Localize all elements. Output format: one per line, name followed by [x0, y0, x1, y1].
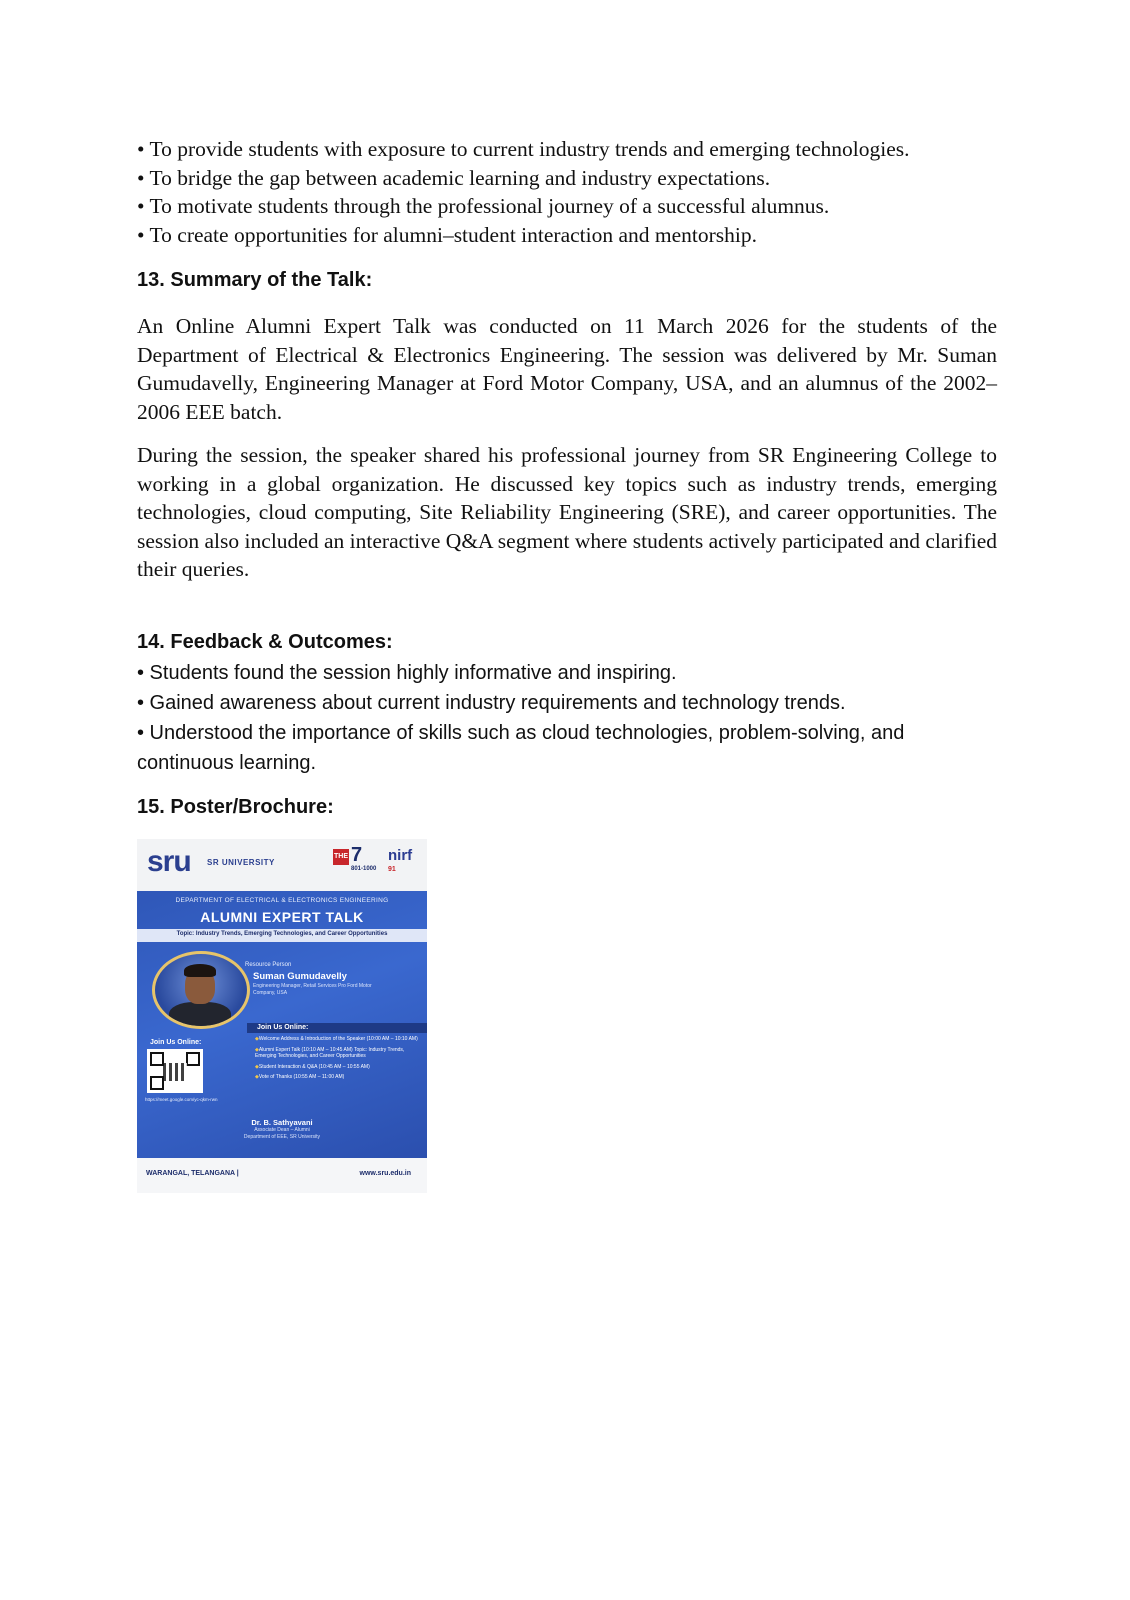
summary-paragraph-1: An Online Alumni Expert Talk was conducted on 11 March 2026 for the students of the Department of Electrical & Electronics Engineering. The session was delivered by Mr. Suman Gumudavelly, Engineering Manager at Ford Motor Company, USA, and an alumnus of the 2002–2006 EEE batch. [137, 314, 997, 424]
list-item: • Gained awareness about current industry requirements and technology trends. [137, 692, 846, 714]
speaker-name: Suman Gumudavelly [253, 971, 347, 982]
poster-title: ALUMNI EXPERT TALK [200, 909, 364, 925]
list-item: ◆ Student Interaction & Q&A (10:45 AM – 10:55 AM) [255, 1064, 425, 1071]
objectives-list [137, 135, 997, 249]
list-item: • Students found the session highly informative and inspiring. [137, 662, 677, 684]
list-item: • To bridge the gap between academic learning and industry expectations. [137, 165, 771, 190]
poster-department: DEPARTMENT OF ELECTRICAL & ELECTRONICS ENGINEERING [175, 897, 389, 904]
university-name: SR UNIVERSITY [207, 858, 275, 867]
speaker-role: Engineering Manager, Retail Services Pro Ford Motor Company, USA [253, 983, 372, 996]
list-item: • To create opportunities for alumni–student interaction and mentorship. [137, 222, 758, 247]
nirf-rank: 91 [388, 866, 396, 873]
coordinator-role: Associate Dean – Alumni Department of EEE, SR University [243, 1127, 321, 1140]
the-rank-range: 801-1000 [351, 866, 377, 872]
list-item: ◆ Welcome Address & Introduction of the Speaker (10:00 AM – 10:10 AM) [255, 1036, 425, 1043]
section-15-heading: 15. Poster/Brochure: [137, 796, 334, 818]
resource-person-label: Resource Person [245, 962, 292, 968]
poster-topic: Topic: Industry Trends, Emerging Technologies, and Career Opportunities [176, 931, 388, 937]
section-13-heading: 13. Summary of the Talk: [137, 269, 373, 291]
join-heading: Join Us Online: [257, 1024, 309, 1031]
list-item: • Understood the importance of skills such as cloud technologies, problem-solving, and continuous learning. [137, 722, 905, 774]
university-logo: sru [147, 845, 191, 878]
join-label: Join Us Online: [150, 1039, 202, 1046]
coordinator-name: Dr. B. Sathyavani [251, 1118, 313, 1127]
list-item: ◆ Vote of Thanks (10:55 AM – 11:00 AM) [255, 1074, 425, 1081]
qr-code-icon [147, 1049, 203, 1093]
the-ranking-badge: THE [333, 849, 349, 865]
feedback-list [137, 658, 997, 778]
list-item: • To provide students with exposure to current industry trends and emerging technologies. [137, 137, 910, 161]
poster-location: WARANGAL, TELANGANA | [146, 1170, 239, 1177]
section-14-heading: 14. Feedback & Outcomes: [137, 631, 393, 653]
poster-website: www.sru.edu.in [359, 1170, 411, 1177]
event-poster [137, 839, 427, 1193]
the-rank: 7 [351, 844, 363, 866]
agenda-list [255, 1036, 425, 1085]
speaker-photo [152, 951, 250, 1029]
summary-paragraph-2: During the session, the speaker shared his professional journey from SR Engineering College to working in a global organization. He discussed key topics such as industry trends, emerging technologies, cloud computing, Site Reliability Engineering (SRE), and career opportunities. The session also included an interactive Q&A segment where students actively participated and clarified their queries. [137, 443, 997, 581]
poster-header [137, 839, 427, 891]
nirf-logo: nirf [388, 847, 413, 864]
list-item: • To motivate students through the professional journey of a successful alumnus. [137, 194, 830, 218]
meet-link: https://meet.google.com/yc-qkm-rwn [145, 1097, 218, 1102]
list-item: ◆ Alumni Expert Talk (10:10 AM – 10:45 AM) Topic: Industry Trends, Emerging Technologies, and Career Opportunities [255, 1047, 425, 1060]
